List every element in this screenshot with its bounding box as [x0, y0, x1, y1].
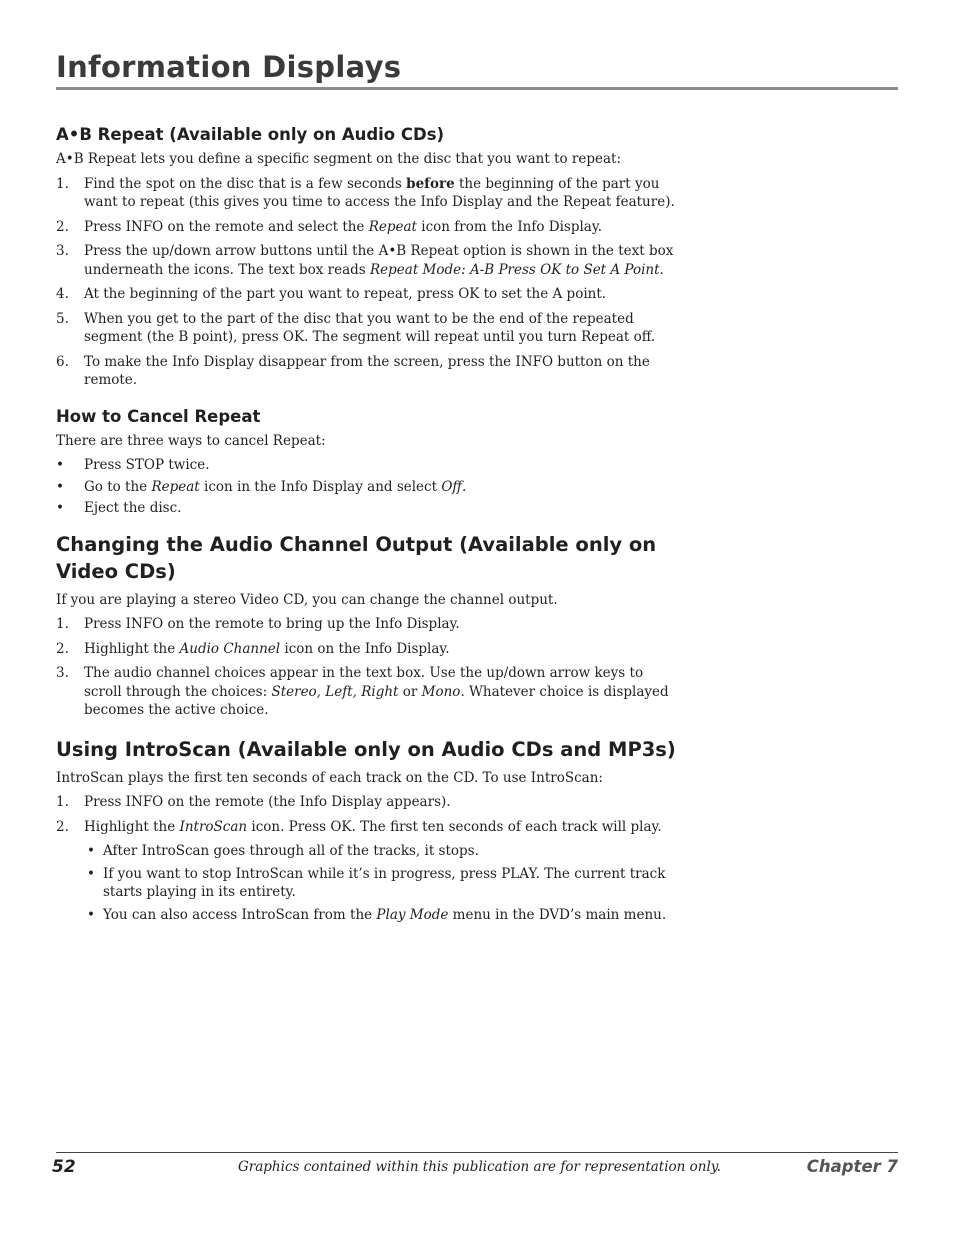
- page-title: Information Displays: [56, 50, 402, 84]
- list-item: [56, 353, 676, 390]
- list-item: [56, 175, 676, 212]
- bullet-text: You can also access IntroScan from the Play Mode menu in the DVD’s main menu.: [103, 906, 667, 923]
- step-number: 3.: [56, 243, 69, 259]
- audio-channel-intro: If you are playing a stereo Video CD, you can change the channel output.: [56, 591, 558, 608]
- list-item: [56, 499, 676, 518]
- step-text: At the beginning of the part you want to repeat, press OK to set the A point.: [84, 286, 607, 302]
- step-text: When you get to the part of the disc that you want to be the end of the repeated segment (the B point), press OK. The segment will repeat until you turn Repeat off.: [84, 310, 656, 345]
- list-item: [56, 640, 676, 659]
- list-item: [56, 242, 676, 279]
- page-number: 52: [52, 1157, 76, 1177]
- list-item: [56, 310, 676, 347]
- step-number: 6.: [56, 353, 69, 370]
- step-text: Press the up/down arrow buttons until the A•B Repeat option is shown in the text box underneath the icons. The text box reads Repeat Mode: A-B Press OK to Set A Point.: [84, 243, 674, 278]
- list-item: [56, 456, 676, 475]
- step-number: 3.: [56, 665, 69, 681]
- list-item: [84, 906, 676, 925]
- bullet: •: [87, 843, 95, 859]
- step-number: 2.: [56, 640, 69, 657]
- step-text: The audio channel choices appear in the text box. Use the up/down arrow keys to scroll through the choices: Stereo, Left, Right or Mono. Whatever choice is displayed becomes the active choice.: [84, 665, 669, 718]
- bullet-text: If you want to stop IntroScan while it’s in progress, press PLAY. The current track starts playing in its entirety.: [103, 865, 666, 900]
- bullet: •: [87, 906, 95, 923]
- ab-repeat-steps: [56, 175, 676, 390]
- list-item: [56, 478, 676, 497]
- list-item: [56, 285, 676, 304]
- introscan-intro: IntroScan plays the first ten seconds of each track on the CD. To use IntroScan:: [56, 769, 603, 786]
- step-text: Highlight the IntroScan icon. Press OK. The first ten seconds of each track will play.: [84, 818, 662, 835]
- audio-channel-steps: [56, 615, 676, 720]
- footer-divider: [56, 1152, 898, 1153]
- bullet-text: Go to the Repeat icon in the Info Display and select Off.: [84, 478, 467, 495]
- bullet: •: [56, 500, 64, 516]
- step-text: Press INFO on the remote and select the Repeat icon from the Info Display.: [84, 218, 602, 235]
- bullet: •: [87, 865, 95, 882]
- step-text: To make the Info Display disappear from the screen, press the INFO button on the remote.: [84, 353, 650, 388]
- list-item: [56, 818, 676, 837]
- list-item: [56, 793, 676, 812]
- bullet-text: Press STOP twice.: [84, 457, 210, 473]
- cancel-repeat-intro: There are three ways to cancel Repeat:: [56, 432, 326, 449]
- step-text: Find the spot on the disc that is a few seconds before the beginning of the part you want to repeat (this gives you time to access the Info Display and the Repeat feature).: [84, 175, 675, 210]
- step-number: 5.: [56, 310, 69, 327]
- introscan-heading: Using IntroScan (Available only on Audio CDs and MP3s): [56, 737, 676, 761]
- bullet-text: Eject the disc.: [84, 500, 182, 516]
- page-content: [56, 124, 676, 928]
- step-text: Press INFO on the remote to bring up the Info Display.: [84, 616, 460, 632]
- ab-repeat-heading: A•B Repeat (Available only on Audio CDs): [56, 125, 445, 144]
- step-number: 2.: [56, 218, 69, 235]
- introscan-steps: [56, 793, 676, 836]
- list-item: [56, 664, 676, 720]
- step-text: Press INFO on the remote (the Info Display appears).: [84, 794, 451, 810]
- step-text: Highlight the Audio Channel icon on the Info Display.: [84, 640, 450, 657]
- cancel-repeat-heading: How to Cancel Repeat: [56, 406, 261, 426]
- step-number: 1.: [56, 616, 69, 632]
- cancel-repeat-list: [56, 456, 676, 518]
- list-item: [56, 218, 676, 237]
- introscan-notes: [84, 842, 676, 924]
- chapter-label: Chapter 7: [806, 1157, 898, 1176]
- footer-disclaimer: Graphics contained within this publication are for representation only.: [238, 1159, 721, 1175]
- list-item: [84, 865, 676, 902]
- bullet: •: [56, 478, 64, 495]
- audio-channel-heading: Changing the Audio Channel Output (Available only on Video CDs): [56, 532, 657, 583]
- step-number: 2.: [56, 818, 69, 835]
- step-number: 4.: [56, 286, 69, 302]
- step-number: 1.: [56, 175, 69, 192]
- step-number: 1.: [56, 794, 69, 810]
- ab-repeat-intro: A•B Repeat lets you define a specific segment on the disc that you want to repeat:: [56, 151, 622, 167]
- bullet: •: [56, 457, 64, 473]
- list-item: [56, 615, 676, 634]
- list-item: [84, 842, 676, 861]
- title-divider: [56, 87, 898, 90]
- bullet-text: After IntroScan goes through all of the tracks, it stops.: [103, 843, 479, 859]
